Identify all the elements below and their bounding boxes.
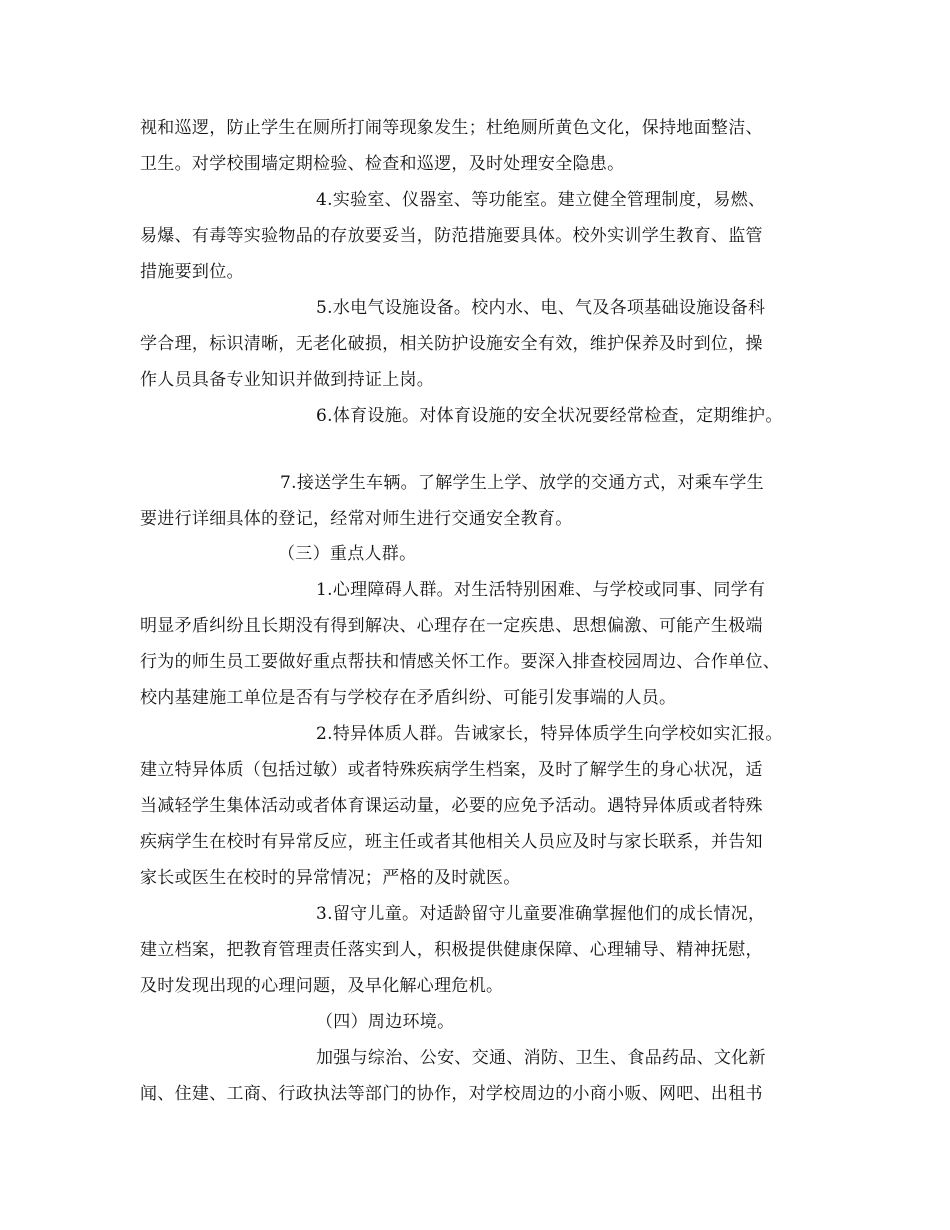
text-line: 7.接送学生车辆。了解学生上学、放学的交通方式，对乘车学生 xyxy=(280,473,764,493)
text-line: 易爆、有毒等实验物品的存放要妥当，防范措施要具体。校外实训学生教育、监管 xyxy=(140,226,763,246)
text-line: 2.特异体质人群。告诫家长，特异体质学生向学校如实汇报。 xyxy=(316,724,783,744)
text-line: 疾病学生在校时有异常反应，班主任或者其他相关人员应及时与家长联系，并告知 xyxy=(140,832,763,852)
text-line: 1.心理障碍人群。对生活特别困难、与学校或同事、同学有 xyxy=(316,580,766,600)
text-line: 闻、住建、工商、行政执法等部门的协作，对学校周边的小商小贩、网吧、出租书 xyxy=(140,1084,763,1104)
text-line: 校内基建施工单位是否有与学校存在矛盾纠纷、可能引发事端的人员。 xyxy=(140,688,677,708)
text-line: 5.水电气设施设备。校内水、电、气及各项基础设施设备科 xyxy=(316,298,766,318)
text-line: 卫生。对学校围墙定期检验、检查和巡逻，及时处理安全隐患。 xyxy=(140,154,625,174)
text-line: 4.实验室、仪器室、等功能室。建立健全管理制度，易燃、 xyxy=(316,190,766,210)
text-line: 建立档案，把教育管理责任落实到人，积极提供健康保障、心理辅导、精神抚慰， xyxy=(140,940,763,960)
text-line: 作人员具备专业知识并做到持证上岗。 xyxy=(140,370,435,390)
text-line: 当减轻学生集体活动或者体育课运动量，必要的应免予活动。遇特异体质或者特殊 xyxy=(140,796,763,816)
text-line: 要进行详细具体的登记，经常对师生进行交通安全教育。 xyxy=(140,509,573,529)
text-line: 学合理，标识清晰，无老化破损，相关防护设施安全有效，维护保养及时到位，操 xyxy=(140,334,763,354)
text-line: 加强与综治、公安、交通、消防、卫生、食品药品、文化新 xyxy=(316,1048,766,1068)
section-heading: （三）重点人群。 xyxy=(278,544,417,564)
text-line: 明显矛盾纠纷且长期没有得到解决、心理存在一定疾患、思想偏激、可能产生极端 xyxy=(140,616,763,636)
text-line: 视和巡逻，防止学生在厕所打闹等现象发生；杜绝厕所黄色文化，保持地面整洁、 xyxy=(140,118,763,138)
text-line: 3.留守儿童。对适龄留守儿童要准确掌握他们的成长情况， xyxy=(316,904,766,924)
text-line: 家长或医生在校时的异常情况；严格的及时就医。 xyxy=(140,868,521,888)
text-line: 及时发现出现的心理问题，及早化解心理危机。 xyxy=(140,976,504,996)
text-line: 6.体育设施。对体育设施的安全状况要经常检查，定期维护。 xyxy=(316,406,783,426)
section-heading: （四）周边环境。 xyxy=(316,1012,455,1032)
text-line: 行为的师生员工要做好重点帮扶和情感关怀工作。要深入排查校园周边、合作单位、 xyxy=(140,652,781,672)
text-line: 建立特异体质（包括过敏）或者特殊疾病学生档案，及时了解学生的身心状况，适 xyxy=(140,760,763,780)
text-line: 措施要到位。 xyxy=(140,262,244,282)
